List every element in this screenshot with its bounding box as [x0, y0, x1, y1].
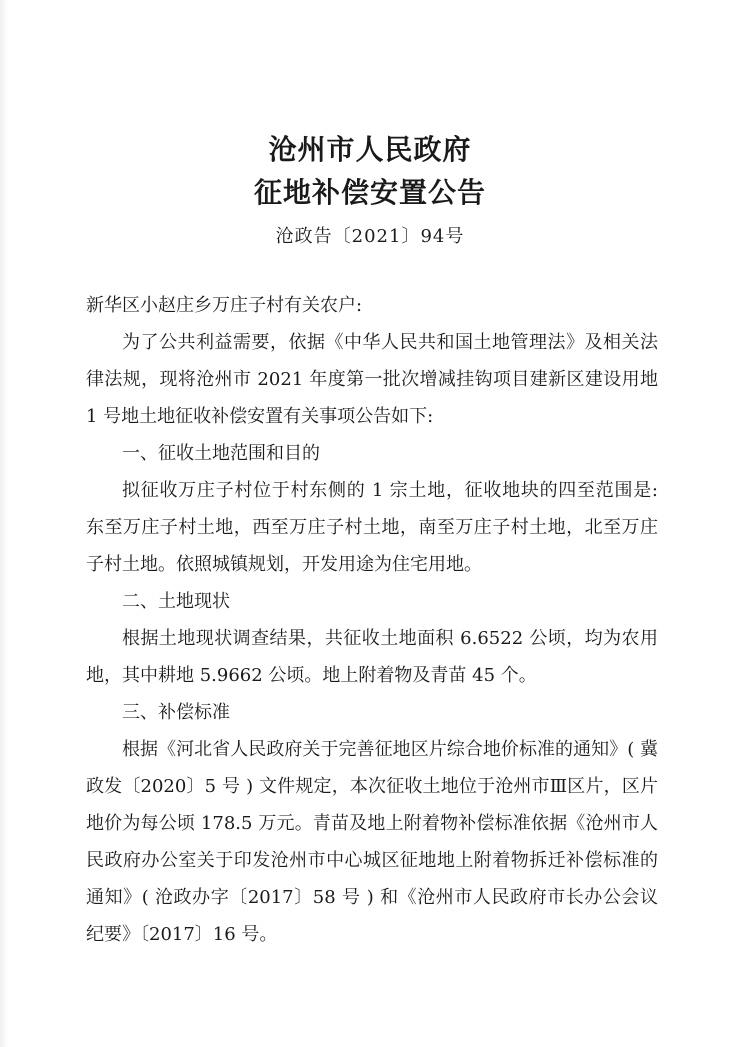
- section-2-heading: 二、土地现状: [122, 591, 230, 612]
- title-line-2: 征地补偿安置公告: [253, 176, 486, 209]
- document-number: 沧政告〔2021〕94号: [275, 226, 465, 247]
- section-1-text: 拟征收万庄子村位于村东侧的 1 宗土地，征收地块的四至范围是: 东至万庄子村土地，西至万庄子村土地，南至万庄子村土地，北至万庄子村土地。依照城镇规划，开发用途为住宅用地。: [86, 480, 658, 575]
- section-3-text: 根据《河北省人民政府关于完善征地区片综合地价标准的通知》( 冀政发〔2020〕5 号 ) 文件规定，本次征收土地位于沧州市Ⅲ区片，区片地价为每公顷 178.5 万元。青苗及地上附着物补偿标准依据《沧州市人民政府办公室关于印发沧州市中心城区征地地上附着物拆迁补偿标准的通知》( 沧政办字〔2017〕58 号 ) 和《沧州市人民政府市长办公会议纪要》〔2017〕16 号。: [86, 739, 658, 945]
- addressee: 新华区小赵庄乡万庄子村有关农户:: [86, 295, 363, 316]
- section-3-heading: 三、补偿标准: [122, 702, 230, 723]
- intro-paragraph: 为了公共利益需要，依据《中华人民共和国土地管理法》及相关法律法规，现将沧州市 2021 年度第一批次增减挂钩项目建新区建设用地 1 号地土地征收补偿安置有关事项公告如下:: [86, 332, 658, 427]
- document-body: [86, 324, 658, 953]
- title-line-1: 沧州市人民政府: [268, 133, 472, 166]
- section-2-text: 根据土地现状调查结果，共征收土地面积 6.6522 公顷，均为农用地，其中耕地 5.9662 公顷。地上附着物及青苗 45 个。: [86, 628, 658, 686]
- section-1-heading: 一、征收土地范围和目的: [122, 443, 320, 464]
